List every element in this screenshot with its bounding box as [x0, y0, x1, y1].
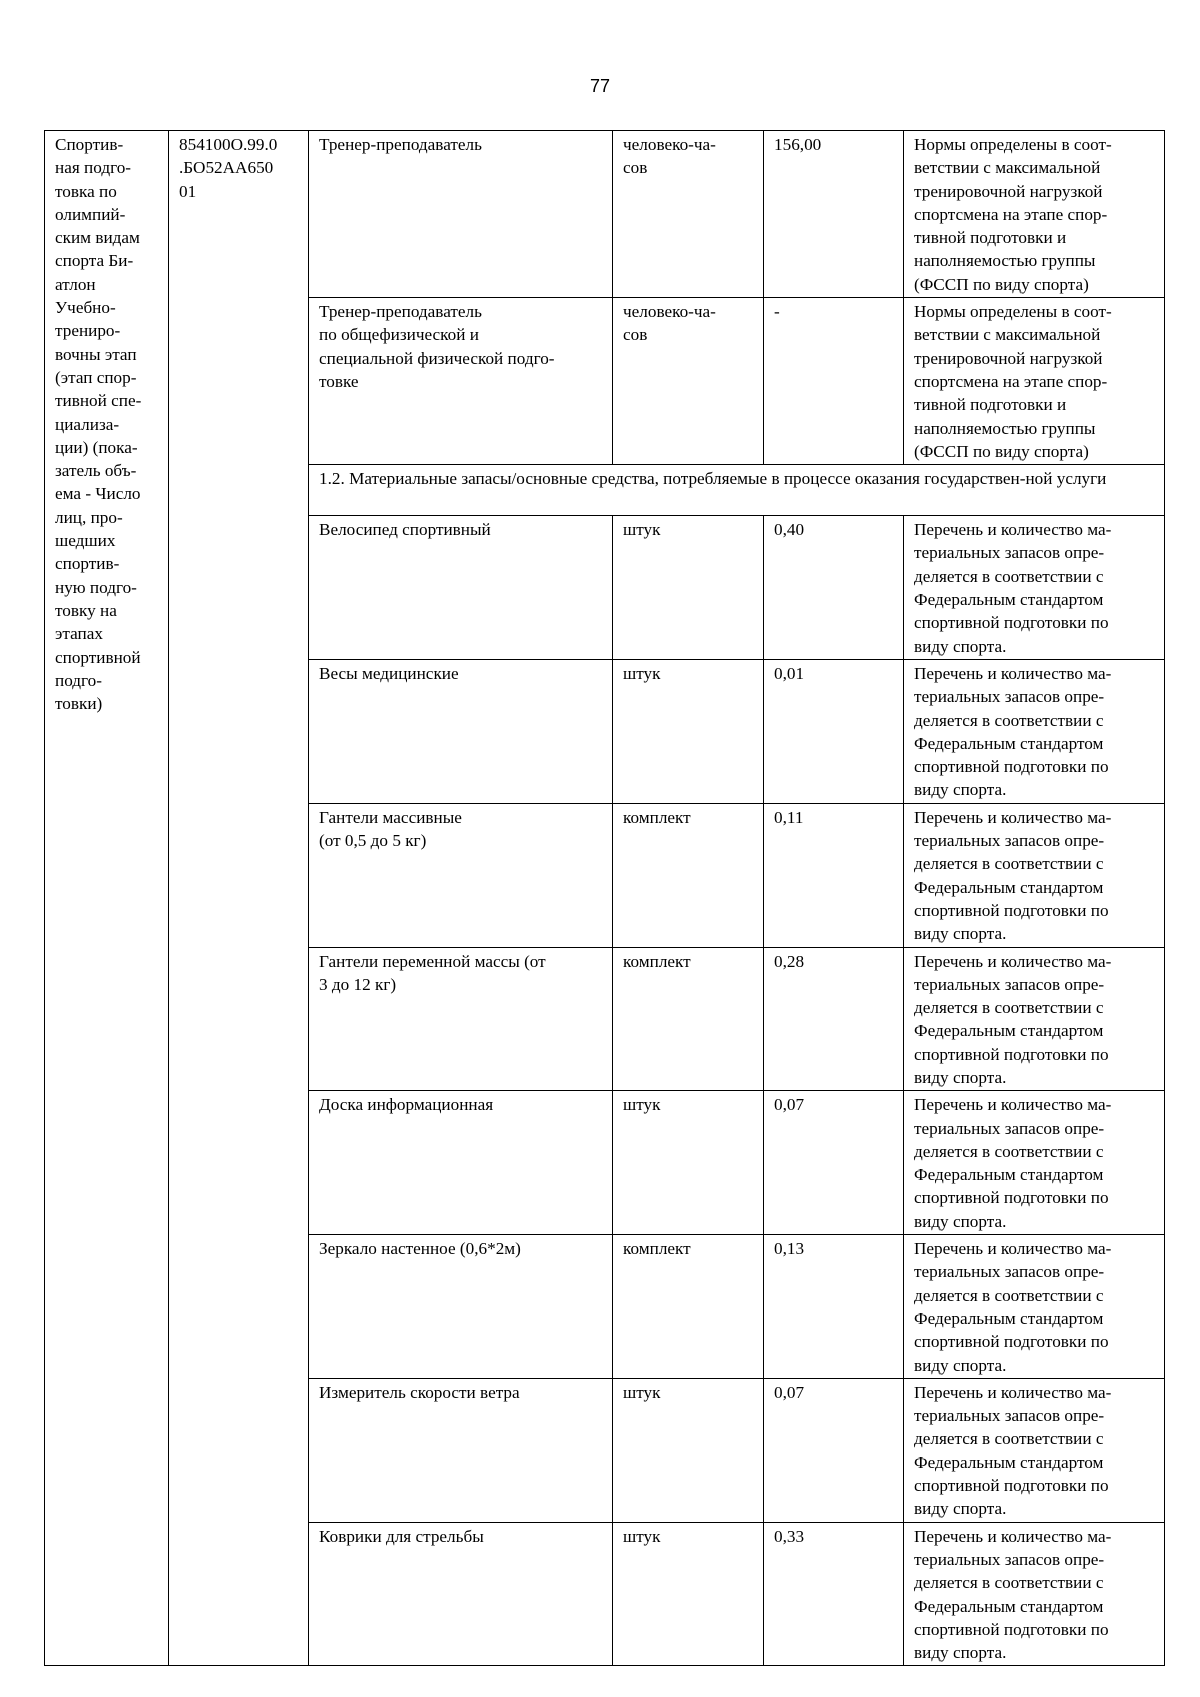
- unit-cell: штук: [613, 516, 764, 660]
- unit-cell: комплект: [613, 947, 764, 1091]
- note-cell: Перечень и количество ма- териальных запасов опре- деляется в соответствии с Федеральным стандартом спортивной подготовки по виду спорта.: [904, 659, 1165, 803]
- value-cell: 0,11: [764, 803, 904, 947]
- resource-name-cell: Тренер-преподаватель: [309, 131, 613, 298]
- value-cell: 0,07: [764, 1378, 904, 1522]
- value-cell: 0,28: [764, 947, 904, 1091]
- service-code-cell: 854100О.99.0 .БО52АА650 01: [169, 131, 309, 1666]
- resource-name-cell: Тренер-преподаватель по общефизической и специальной физической подго- товке: [309, 298, 613, 465]
- note-cell: Перечень и количество ма- териальных запасов опре- деляется в соответствии с Федеральным стандартом спортивной подготовки по виду спорта.: [904, 1091, 1165, 1235]
- note-cell: Перечень и количество ма- териальных запасов опре- деляется в соответствии с Федеральным стандартом спортивной подготовки по виду спорта.: [904, 1378, 1165, 1522]
- note-cell: Перечень и количество ма- териальных запасов опре- деляется в соответствии с Федеральным стандартом спортивной подготовки по виду спорта.: [904, 803, 1165, 947]
- resource-name-cell: Коврики для стрельбы: [309, 1522, 613, 1666]
- note-cell: Нормы определены в соот- ветствии с максимальной тренировочной нагрузкой спортсмена на этапе спор- тивной подготовки и наполняемостью группы (ФССП по виду спорта): [904, 131, 1165, 298]
- resource-name-cell: Гантели массивные (от 0,5 до 5 кг): [309, 803, 613, 947]
- resource-name-cell: Измеритель скорости ветра: [309, 1378, 613, 1522]
- note-cell: Перечень и количество ма- териальных запасов опре- деляется в соответствии с Федеральным стандартом спортивной подготовки по виду спорта.: [904, 1235, 1165, 1379]
- resource-name-cell: Доска информационная: [309, 1091, 613, 1235]
- value-cell: 0,33: [764, 1522, 904, 1666]
- value-cell: 156,00: [764, 131, 904, 298]
- unit-cell: штук: [613, 1522, 764, 1666]
- norms-table: [44, 130, 1165, 1666]
- unit-cell: штук: [613, 1378, 764, 1522]
- resource-name-cell: Весы медицинские: [309, 659, 613, 803]
- resource-name-cell: Велосипед спортивный: [309, 516, 613, 660]
- unit-cell: комплект: [613, 1235, 764, 1379]
- value-cell: -: [764, 298, 904, 465]
- table-row: [45, 131, 1165, 298]
- unit-cell: человеко-ча- сов: [613, 298, 764, 465]
- note-cell: Нормы определены в соот- ветствии с максимальной тренировочной нагрузкой спортсмена на этапе спор- тивной подготовки и наполняемостью группы (ФССП по виду спорта): [904, 298, 1165, 465]
- unit-cell: человеко-ча- сов: [613, 131, 764, 298]
- service-name-cell: Спортив- ная подго- товка по олимпий- ским видам спорта Би- атлон Учебно- трениро- вочны этап (этап спор- тивной спе- циализа- ции) (пока- затель объ- ема - Число лиц, про- шедших спортив- ную подго- товку на этапах спортивной подго- товки): [45, 131, 169, 1666]
- page-number: 77: [589, 76, 611, 96]
- note-cell: Перечень и количество ма- териальных запасов опре- деляется в соответствии с Федеральным стандартом спортивной подготовки по виду спорта.: [904, 1522, 1165, 1666]
- value-cell: 0,01: [764, 659, 904, 803]
- unit-cell: комплект: [613, 803, 764, 947]
- section-title: 1.2. Материальные запасы/основные средства, потребляемые в процессе оказания государствен-ной услуги: [309, 465, 1165, 516]
- unit-cell: штук: [613, 1091, 764, 1235]
- value-cell: 0,07: [764, 1091, 904, 1235]
- value-cell: 0,13: [764, 1235, 904, 1379]
- note-cell: Перечень и количество ма- териальных запасов опре- деляется в соответствии с Федеральным стандартом спортивной подготовки по виду спорта.: [904, 947, 1165, 1091]
- note-cell: Перечень и количество ма- териальных запасов опре- деляется в соответствии с Федеральным стандартом спортивной подготовки по виду спорта.: [904, 516, 1165, 660]
- resource-name-cell: Гантели переменной массы (от 3 до 12 кг): [309, 947, 613, 1091]
- unit-cell: штук: [613, 659, 764, 803]
- value-cell: 0,40: [764, 516, 904, 660]
- resource-name-cell: Зеркало настенное (0,6*2м): [309, 1235, 613, 1379]
